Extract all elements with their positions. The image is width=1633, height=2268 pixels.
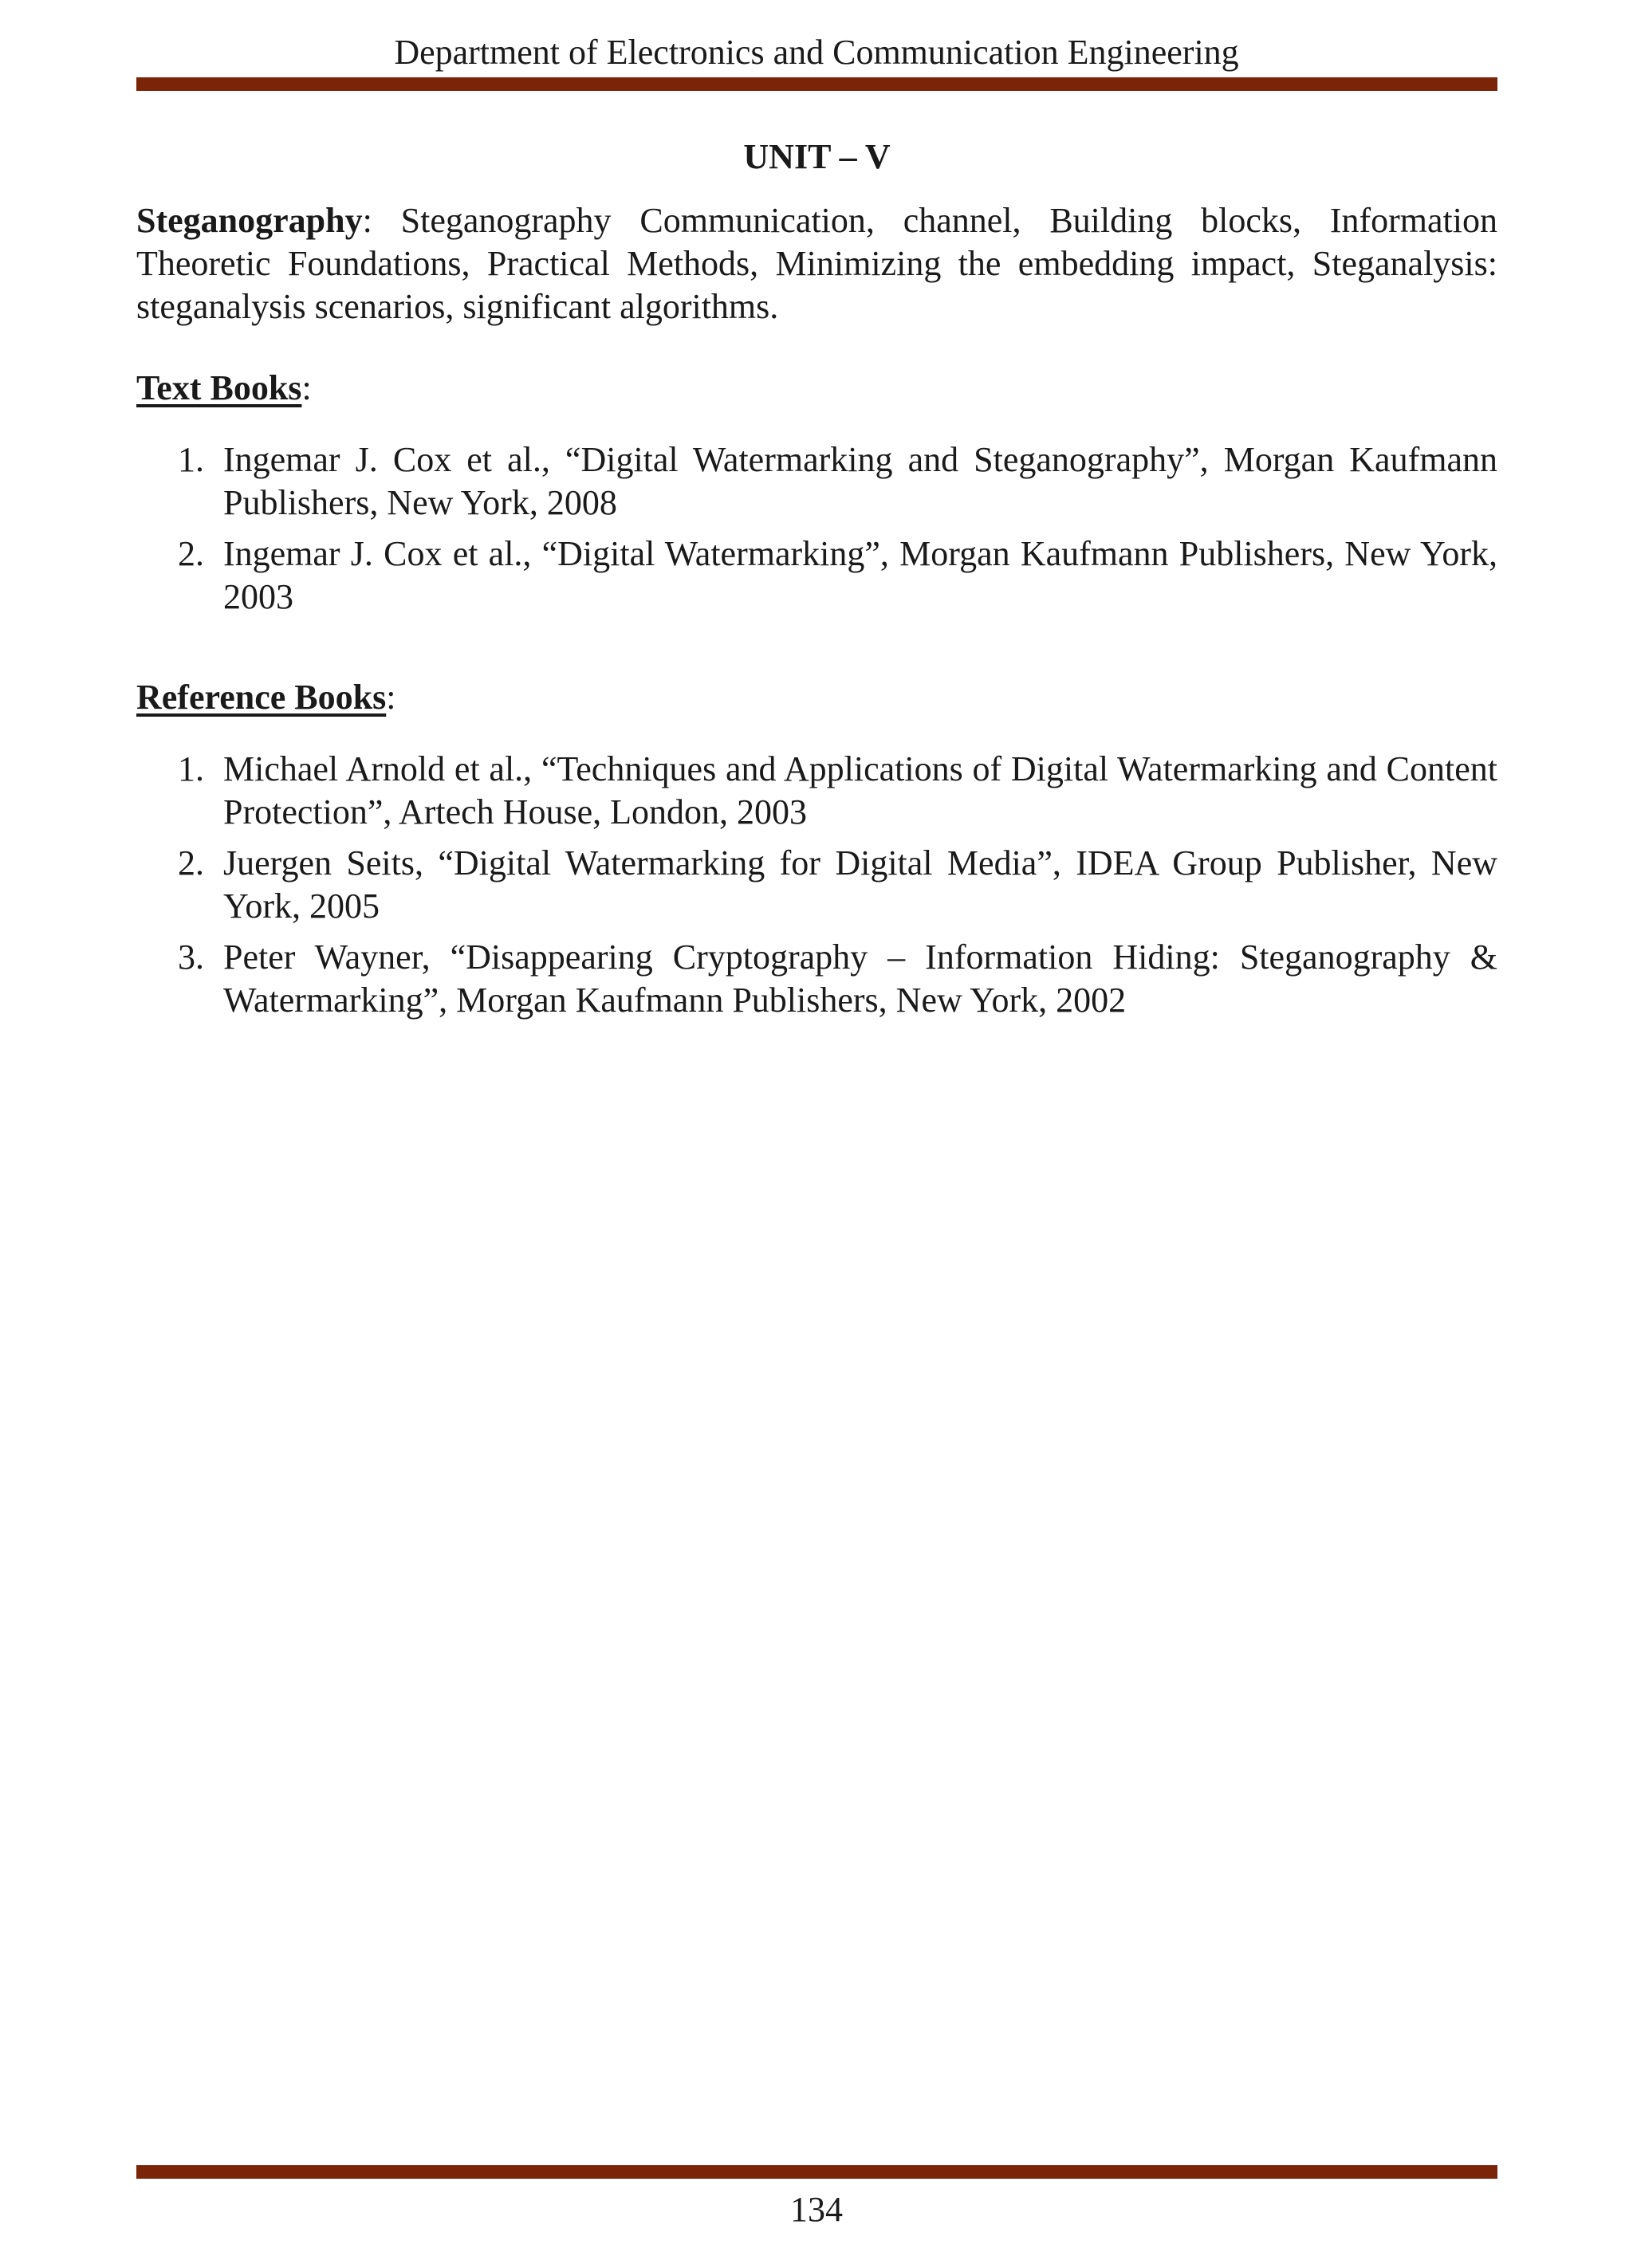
text-books-heading-colon: : — [301, 368, 312, 407]
reference-books-heading-label: Reference Books — [136, 678, 387, 717]
list-item-number: 1. — [178, 440, 204, 479]
header-rule — [136, 77, 1497, 91]
reference-books-heading-colon: : — [386, 678, 396, 717]
page-content — [136, 136, 1497, 1030]
text-books-heading-label: Text Books — [136, 368, 302, 407]
topic-term: Steganography — [136, 201, 363, 240]
list-item-number: 1. — [178, 749, 204, 788]
unit-title: UNIT – V — [743, 137, 891, 176]
list-item-text: Ingemar J. Cox et al., “Digital Watermarking and Steganography”, Morgan Kaufmann Publishers, New York, 2008 — [223, 440, 1497, 522]
page-number: 134 — [790, 2190, 843, 2229]
list-item — [136, 748, 1497, 834]
topic-description: : Steganography Communication, channel, Building blocks, Information Theoretic Foundations, Practical Methods, Minimizing the embedding impact, Steganalysis: steganalysis scenarios, significant algorithms. — [136, 201, 1497, 326]
list-item-number: 3. — [178, 937, 204, 977]
reference-books-heading — [136, 676, 1497, 719]
list-item-number: 2. — [178, 534, 204, 573]
list-item — [136, 842, 1497, 928]
reference-books-list — [136, 748, 1497, 1022]
list-item — [136, 438, 1497, 525]
text-books-list — [136, 438, 1497, 619]
list-item-text: Ingemar J. Cox et al., “Digital Watermarking”, Morgan Kaufmann Publishers, New York, 2003 — [223, 534, 1497, 616]
topic-paragraph — [136, 199, 1497, 328]
text-books-heading — [136, 367, 1497, 410]
list-item-number: 2. — [178, 843, 204, 882]
list-item — [136, 936, 1497, 1022]
page-header: Department of Electronics and Communication Engineering — [394, 33, 1239, 72]
footer-rule — [136, 2165, 1497, 2179]
list-item-text: Juergen Seits, “Digital Watermarking for Digital Media”, IDEA Group Publisher, New York, 2005 — [223, 843, 1497, 926]
list-item — [136, 533, 1497, 619]
list-item-text: Michael Arnold et al., “Techniques and Applications of Digital Watermarking and Content Protection”, Artech House, London, 2003 — [223, 749, 1497, 831]
list-item-text: Peter Wayner, “Disappearing Cryptography – Information Hiding: Steganography & Watermarking”, Morgan Kaufmann Publishers, New York, 2002 — [223, 937, 1497, 1020]
